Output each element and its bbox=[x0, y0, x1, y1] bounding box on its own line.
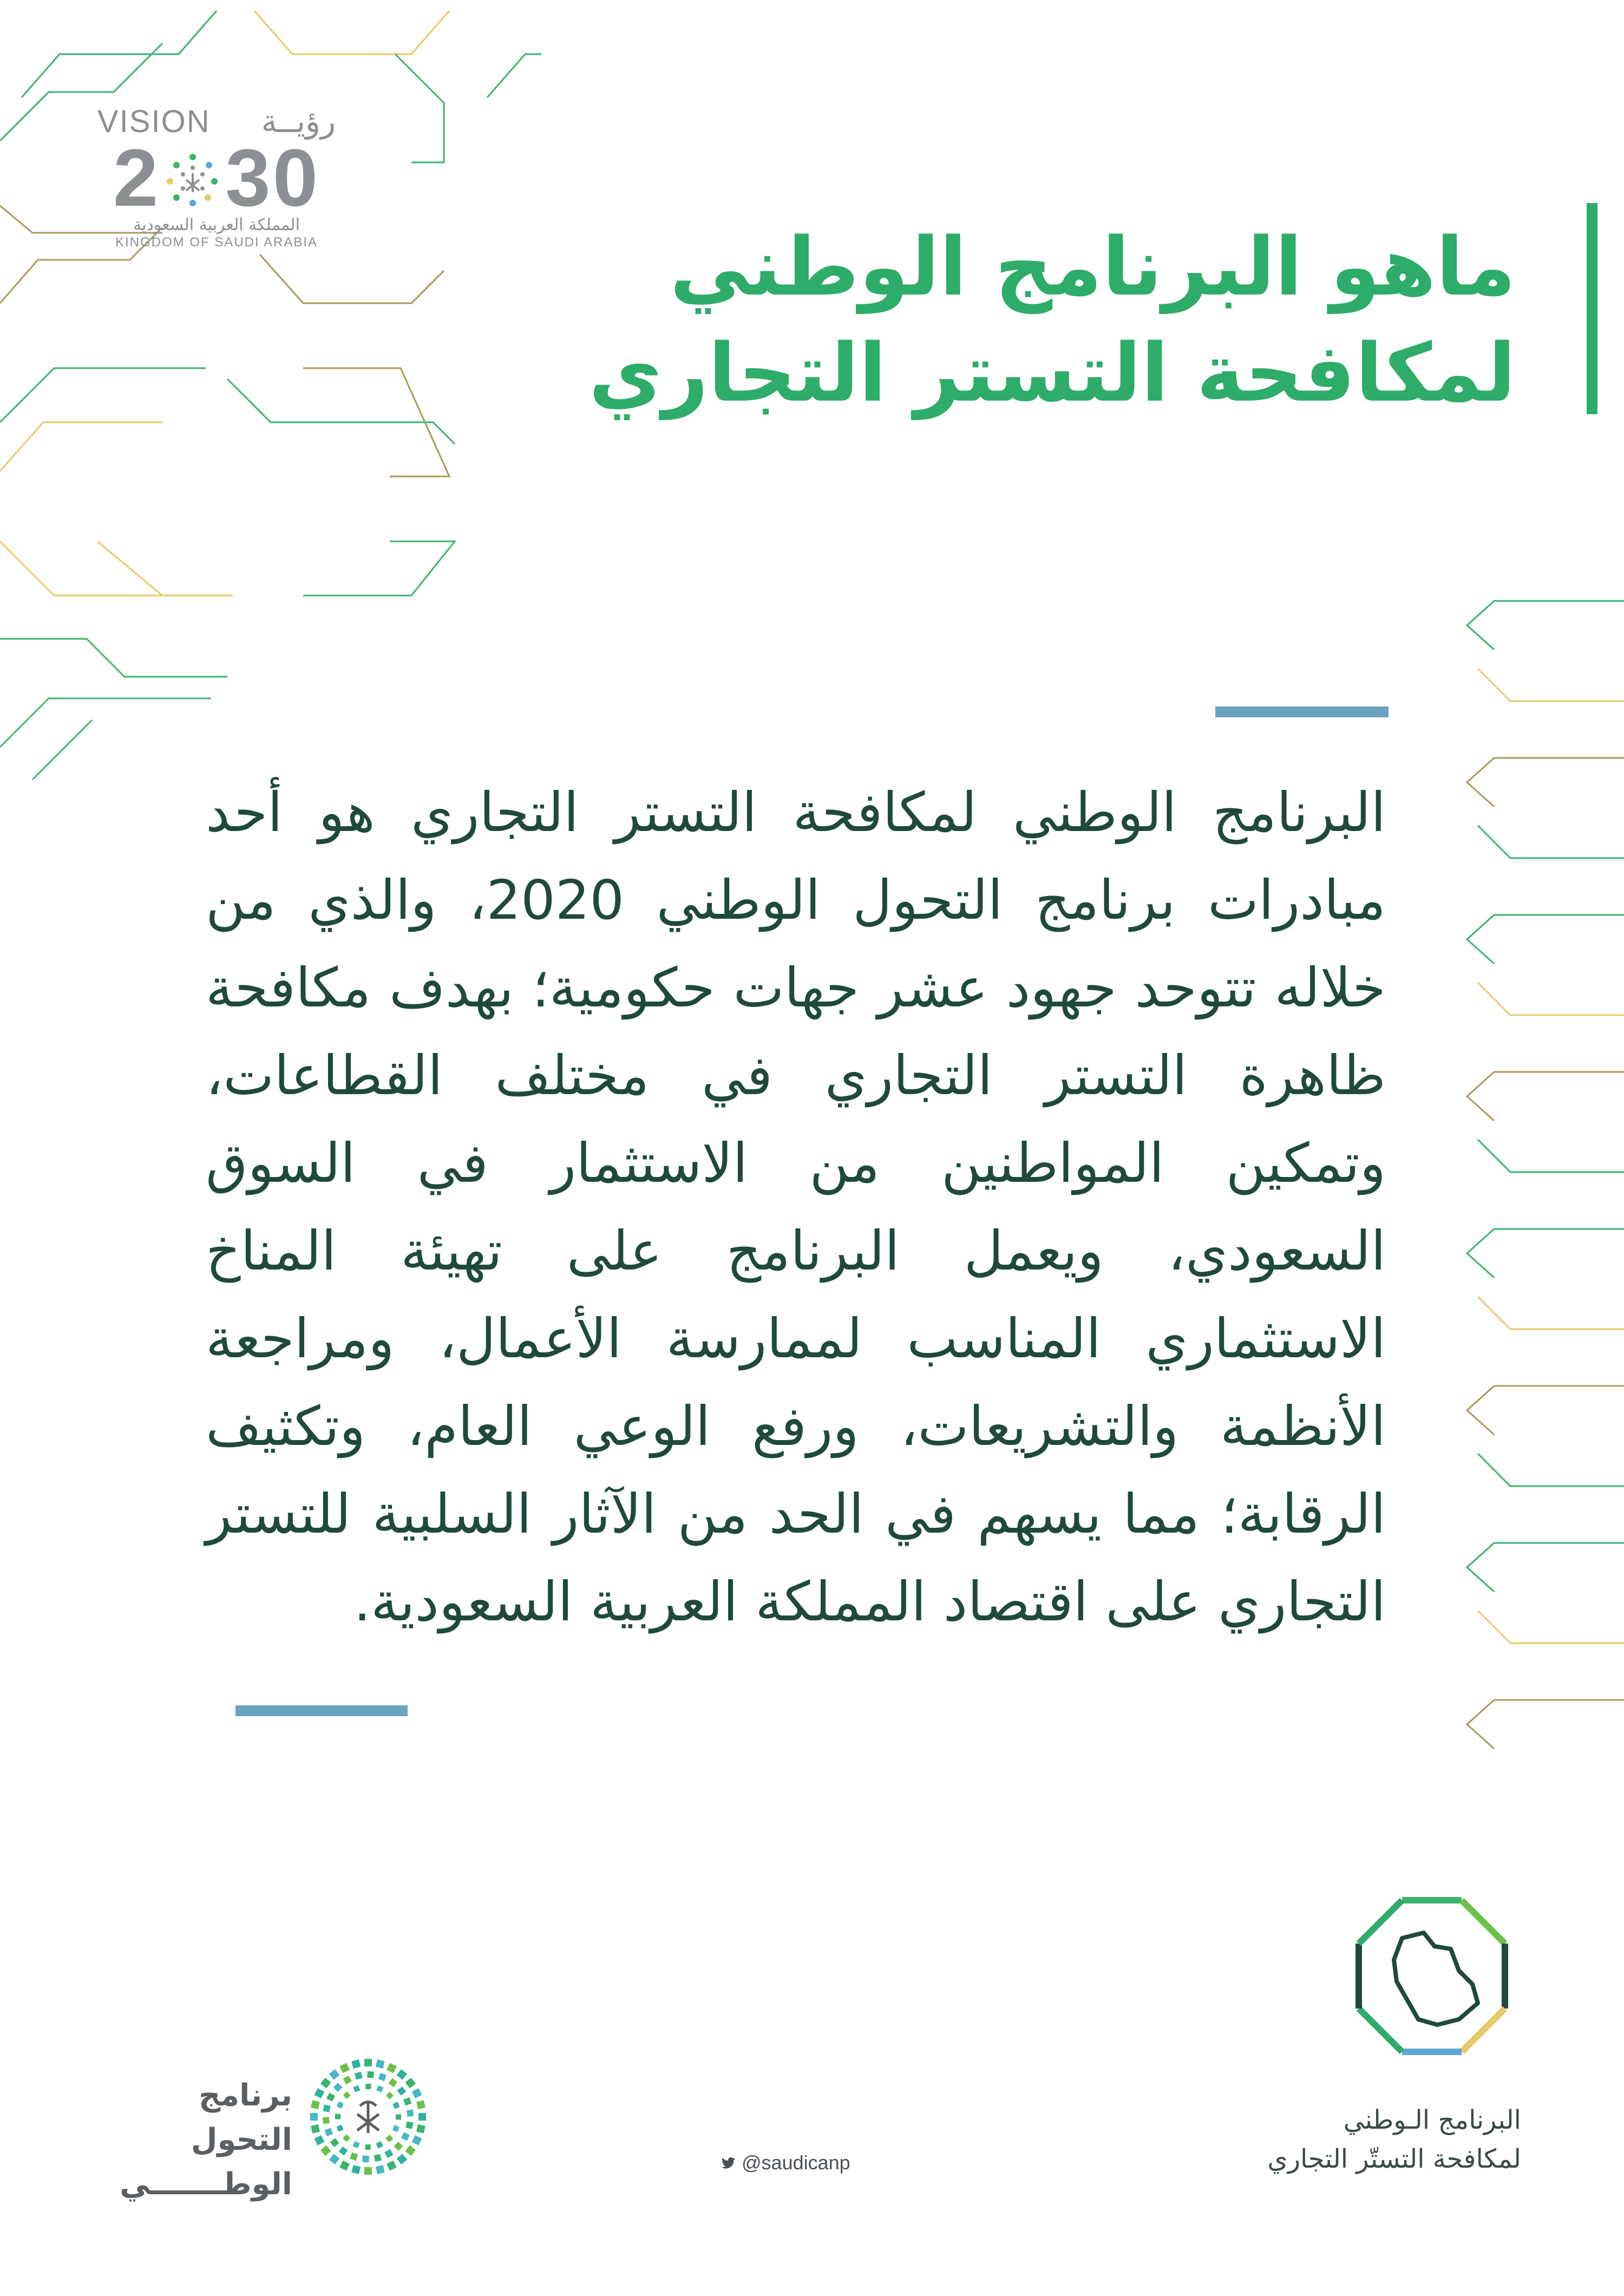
ntp-line-1: برنامج التحول bbox=[191, 2078, 292, 2157]
decorative-lines-right bbox=[1462, 568, 1624, 1787]
acp-line-1: البرنامج الـوطني bbox=[1343, 2105, 1521, 2135]
saudi-map-octagon-icon bbox=[1343, 1889, 1521, 2068]
ntp-logo-text bbox=[97, 2073, 292, 2207]
body-paragraph: البرنامج الوطني لمكافحة التستر التجاري هو أحد مبادرات برنامج التحول الوطني 2020، والذي من خلاله تتوحد جهود عشر جهات حكومية؛ بهدف مكافحة ظاهرة التستر التجاري في مختلف القطاعات، وتمكين المواطنين من الاستثمار في السوق السعودي، ويعمل البرنامج على تهيئة المناخ الاستثماري المناسب لممارسة الأعمال، ومراجعة الأنظمة والتشريعات، ورفع الوعي العام، وتكثيف الرقابة؛ مما يسهم في الحد من الآثار السلبية للتستر التجاري على اقتصاد المملكة العربية السعودية. bbox=[206, 781, 1386, 1633]
year-digit-2: 2 bbox=[113, 132, 161, 223]
ntp-line-2: الوطـــــــي bbox=[120, 2167, 292, 2202]
page-title bbox=[487, 214, 1516, 426]
acp-logo-text bbox=[1218, 2101, 1521, 2179]
vision-country-en: KINGDOM OF SAUDI ARABIA bbox=[115, 235, 318, 250]
divider-top bbox=[1215, 707, 1389, 717]
acp-logo bbox=[1240, 1889, 1543, 2193]
ntp-logo bbox=[97, 2052, 433, 2202]
acp-line-2: لمكافحة التستّر التجاري bbox=[1267, 2144, 1521, 2174]
vision-word-ar: رؤيــة bbox=[261, 104, 336, 139]
twitter-handle: @saudicanp bbox=[742, 2151, 850, 2174]
title-line-2: لمكافحة التستر التجاري bbox=[588, 326, 1516, 420]
vision-2030-logo bbox=[97, 103, 336, 265]
palm-emblem-icon bbox=[160, 146, 225, 211]
divider-bottom bbox=[235, 1705, 408, 1716]
vision-year bbox=[97, 132, 336, 223]
twitter-bird-icon bbox=[720, 2155, 736, 2171]
year-digits-30: 30 bbox=[225, 132, 320, 223]
vision-country-ar: المملكة العربية السعودية bbox=[133, 215, 300, 234]
title-accent-bar bbox=[1587, 203, 1597, 414]
twitter-link[interactable] bbox=[720, 2149, 850, 2176]
title-line-1: ماهو البرنامج الوطني bbox=[670, 220, 1516, 313]
vision-word-en: VISION bbox=[97, 103, 211, 139]
palm-swords-emblem-icon bbox=[303, 2052, 433, 2182]
